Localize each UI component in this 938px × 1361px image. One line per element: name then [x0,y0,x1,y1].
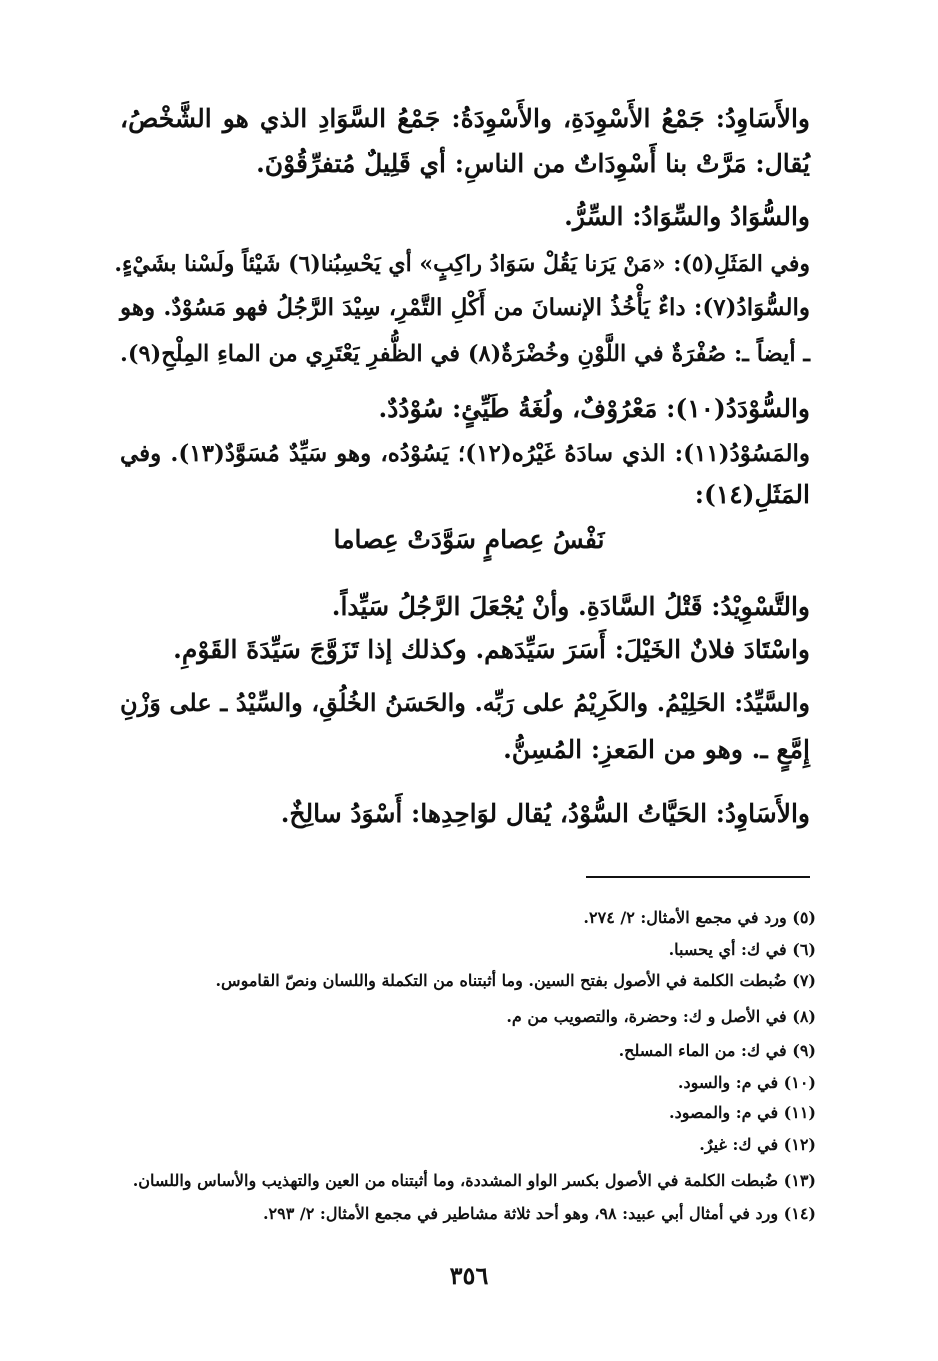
text-line-4: وفي المَثَلِ(٥): «مَنْ يَرَنا يَقُلْ سَوَادُ راكِبٍ» أي يَحْسِبُنا(٦) شَيْئاً ولَسْنا بشَيْءٍ. [114,251,810,277]
footnote-8: (٨) في الأصل و ك: وحضرة، والتصويب من م. [506,1007,816,1026]
text-line-1: والأَسَاوِدُ: جَمْعُ الأَسْوِدَةِ، والأَسْوِدَةُ: جَمْعُ السَّوَادِ الذي هو الشَّخْصُ، [120,104,810,133]
text-line-6: ـ أيضاً ـ: صُفْرَةٌ في اللَّوْنِ وخُضْرَةٌ(٨) في الظُّفرِ يَعْتَرِي من الماءِ المِلْحِ(٩). [120,341,810,367]
text-line-11: والتَّسْوِيْدُ: قَتْلُ السَّادَةِ. وأنْ يُجْعَلَ الرَّجُلُ سَيِّداً. [331,592,810,621]
footnote-14: (١٤) ورد في أمثال أبي عبيد: ٩٨، وهو أحد ثلاثة مشاطير في مجمع الأمثال: ٢/ ٢٩٣. [262,1204,816,1223]
verse-line: نَفْسُ عِصامٍ سَوَّدَتْ عِصاما [333,525,605,554]
footnote-5: (٥) ورد في مجمع الأمثال: ٢/ ٢٧٤. [583,908,816,927]
text-line-3: والسُّوَادُ والسِّوَادُ: السِّرُّ. [564,202,810,231]
page-number: ٣٥٦ [449,1261,489,1290]
footnote-12: (١٢) في ك: غيرٌ. [699,1135,816,1154]
footnote-7: (٧) ضُبطت الكلمة في الأصول بفتح السين. وما أثبتناه من التكملة واللسان ونصّ القاموس. [215,971,816,990]
text-line-13: والسَّيِّدُ: الحَلِيْمُ. والكَرِيْمُ على رَبِّه. والحَسَنُ الخُلُقِ، والسِّيْدُ ـ على وَزْنِ [120,688,810,717]
footnote-11: (١١) في م: والمصود. [669,1103,816,1122]
footnote-9: (٩) في ك: من الماء المسلح. [618,1041,816,1060]
footnote-6: (٦) في ك: أي يحسبا. [668,940,816,959]
text-line-7: والسُّوْدَدُ(١٠): مَعْرُوْفٌ، ولُغَةُ طَيِّئٍ: سُوْدُدٌ. [378,394,810,423]
text-line-9: المَثَلِ(١٤): [694,480,810,509]
footnote-10: (١٠) في م: والسود. [677,1073,816,1092]
footnote-13: (١٣) ضُبطت الكلمة في الأصول بكسر الواو المشددة، وما أثبتناه من العين والتهذيب والأساس واللسان. [132,1171,816,1190]
text-line-15: والأَسَاوِدُ: الحَيَّاتُ السُّوْدُ، يُقال لوَاحِدِها: أَسْوَدُ سالِخٌ. [280,799,810,828]
text-line-12: واسْتَادَ فلانٌ الخَيْلَ: أَسَرَ سَيِّدَهم. وكذلك إذا تَزَوَّجَ سَيِّدَةَ القَوْمِ. [173,635,810,664]
text-line-5: والسُّوَادُ(٧): داءٌ يَأْخُذُ الإنسانَ من أَكْلِ التَّمْرِ، سِيْدَ الرَّجُلُ فهو مَسُوْدٌ. وهو [120,294,810,321]
text-line-14: إِمَّعٍ ـ. وهو من المَعزِ: المُسِنُّ. [503,735,810,764]
text-line-8: والمَسُوْدُ(١١): الذي سادَهُ غَيْرُه(١٢)؛ يَسُوْدُه، وهو سَيِّدٌ مُسَوَّدٌ(١٣). وفي [120,440,811,467]
footnote-separator [586,876,810,878]
text-line-2: يُقال: مَرَّتْ بنا أَسْوِدَاتٌ من الناسِ: أي قَلِيلٌ مُتفرِّقُوْنَ. [256,149,810,178]
